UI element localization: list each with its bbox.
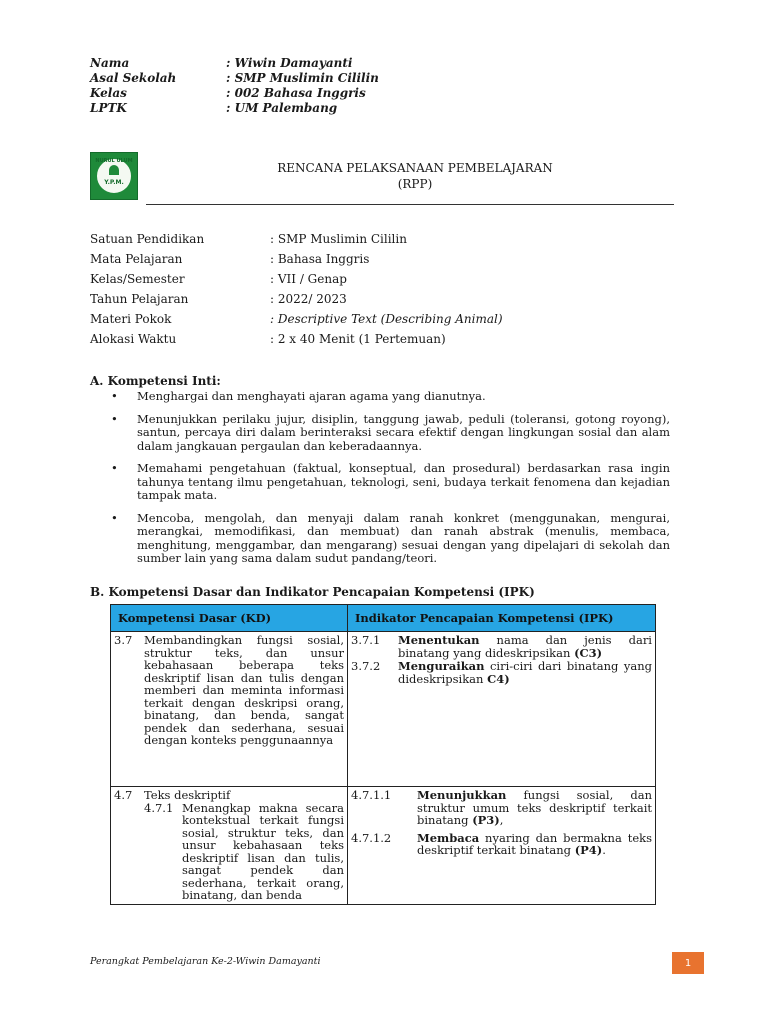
- page-number-badge: 1: [672, 952, 704, 974]
- table-row: [111, 787, 656, 905]
- page-footer: Perangkat Pembelajaran Ke-2-Wiwin Damayanti: [90, 956, 321, 967]
- kd-cell: 3.7 Membandingkan fungsi sosial, struktur teks, dan unsur kebahasaan beberapa teks deskriptif lisan dan tulis dengan memberi dan meminta informasi terkait dengan deskripsi orang, binatang, dan benda, sangat pendek dan sederhana, sesuai dengan konteks penggunaannya: [111, 632, 348, 787]
- ipk-cell: [348, 787, 656, 905]
- logo-arc-text: NURUL ULUM: [95, 158, 133, 164]
- logo-text: Y.P.M.: [104, 179, 124, 186]
- section-a-title: A. Kompetensi Inti:: [90, 374, 221, 388]
- header-divider: [146, 204, 674, 205]
- kompetensi-inti-list: [90, 390, 670, 575]
- column-header-kd: Kompetensi Dasar (KD): [111, 605, 348, 632]
- meta-row: Kelas/Semester : VII / Genap: [90, 272, 347, 286]
- document-header: [90, 152, 674, 206]
- meta-row: Tahun Pelajaran : 2022/ 2023: [90, 292, 347, 306]
- kd-ipk-table: [110, 604, 656, 905]
- lesson-meta: [90, 229, 503, 349]
- meta-row: Alokasi Waktu : 2 x 40 Menit (1 Pertemuan): [90, 332, 446, 346]
- section-b-title: B. Kompetensi Dasar dan Indikator Pencapaian Kompetensi (IPK): [90, 585, 535, 599]
- identity-row-lptk: LPTK : UM Palembang: [90, 101, 338, 115]
- identity-row-name: Nama : Wiwin Damayanti: [90, 56, 353, 70]
- identity-row-class: Kelas : 002 Bahasa Inggris: [90, 86, 366, 100]
- school-logo: [90, 152, 138, 200]
- identity-block: [90, 56, 379, 116]
- ipk-item: 4.7.1.2 Membaca nyaring dan bermakna teks deskriptif terkait binatang (P4).: [351, 830, 652, 857]
- page-subtitle: (RPP): [397, 177, 433, 191]
- kd-cell: 4.7 Teks deskriptif 4.7.1 Menangkap makna secara kontekstual terkait fungsi sosial, struktur teks, dan unsur kebahasaan teks deskriptif lisan dan tulis, sangat pendek dan sederhana, terkait orang, binatang, dan benda: [111, 787, 348, 905]
- page-title: RENCANA PELAKSANAAN PEMBELAJARAN (RPP): [250, 160, 580, 192]
- mosque-dome-icon: [109, 165, 119, 175]
- ipk-item: 3.7.2 Menguraikan ciri-ciri dari binatang yang dideskripsikan C4): [351, 659, 652, 686]
- ipk-item: 3.7.1 Menentukan nama dan jenis dari binatang yang dideskripsikan (C3): [351, 633, 652, 660]
- meta-row: Mata Pelajaran : Bahasa Inggris: [90, 252, 370, 266]
- table-row: [111, 632, 656, 787]
- meta-row: Materi Pokok : Descriptive Text (Describing Animal): [90, 312, 503, 326]
- ipk-cell: [348, 632, 656, 787]
- list-item: • Mencoba, mengolah, dan menyaji dalam ranah konkret (menggunakan, mengurai, merangkai, memodifikasi, dan membuat) dan ranah abstrak (menulis, membaca, menghitung, menggambar, dan mengarang) sesuai dengan yang dipelajari di sekolah dan sumber lain yang sama dalam sudut pandang/teori.: [90, 512, 670, 566]
- meta-row: Satuan Pendidikan : SMP Muslimin Cililin: [90, 232, 407, 246]
- list-item: • Menghargai dan menghayati ajaran agama yang dianutnya.: [90, 390, 670, 404]
- list-item: • Menunjukkan perilaku jujur, disiplin, tanggung jawab, peduli (toleransi, gotong royong), santun, percaya diri dalam berinteraksi secara efektif dengan lingkungan sosial dan alam dalam jangkauan pergaulan dan keberadaannya.: [90, 413, 670, 454]
- table-header-row: [111, 605, 656, 632]
- identity-row-school: Asal Sekolah : SMP Muslimin Cililin: [90, 71, 379, 85]
- ipk-item: 4.7.1.1 Menunjukkan fungsi sosial, dan struktur umum teks deskriptif terkait binatang (P3),: [351, 788, 652, 827]
- list-item: • Memahami pengetahuan (faktual, konseptual, dan prosedural) berdasarkan rasa ingin tahunya tentang ilmu pengetahuan, teknologi, seni, budaya terkait fenomena dan kejadian tampak mata.: [90, 462, 670, 503]
- column-header-ipk: Indikator Pencapaian Kompetensi (IPK): [348, 605, 656, 632]
